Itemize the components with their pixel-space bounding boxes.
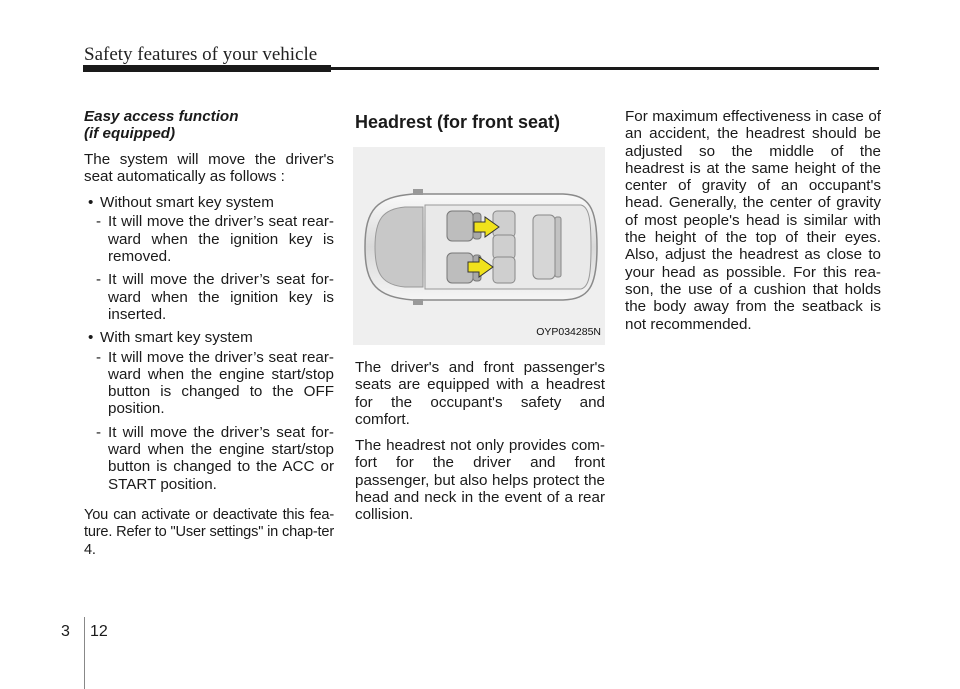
headrest-paragraph: The driver's and front passenger's seats are equipped with a headrest for the occupant's safety and comfort. (355, 359, 605, 428)
dash-item: - It will move the driver’s seat rear-ward when the engine start/stop button is changed to the OFF position. (84, 349, 334, 418)
section-subtitle (84, 108, 334, 143)
dash-item: - It will move the driver’s seat for-ward when the engine start/stop button is changed to the ACC or START position. (84, 424, 334, 493)
car-body (365, 189, 597, 305)
rear-seats (533, 215, 561, 279)
vehicle-top-view-illustration (353, 147, 605, 345)
column-middle (355, 108, 605, 533)
column-left (84, 108, 334, 568)
subtitle-condition: (if equipped) (84, 125, 176, 143)
bullet-item: • With smart key system (84, 329, 334, 346)
headrest-paragraph: The headrest not only provides com-fort for the driver and front passenger, but also helps protect the head and neck in the event of a rear collision. (355, 437, 605, 524)
header-rule-accent (83, 65, 331, 72)
dash-item: - It will move the driver’s seat rear-ward when the ignition key is removed. (84, 213, 334, 265)
intro-paragraph: The system will move the driver's seat automatically as follows : (84, 150, 334, 185)
note-paragraph: You can activate or deactivate this fea-ture. Refer to "User settings" in chap-ter 4. (84, 506, 334, 558)
figure-code: OYP034285N (536, 325, 601, 338)
page-number: 12 (90, 623, 108, 640)
middle-seats (493, 211, 515, 283)
section-heading: Headrest (for front seat) (355, 112, 561, 132)
vehicle-seat-figure (353, 147, 605, 345)
footer-rule (84, 617, 85, 689)
bullet-item: • Without smart key system (84, 194, 334, 211)
column-right (625, 108, 881, 342)
dash-item: - It will move the driver’s seat for-ward when the ignition key is inserted. (84, 271, 334, 323)
subtitle-line: Easy access function (84, 108, 239, 125)
chapter-number: 3 (61, 623, 70, 640)
headrest-adjustment-paragraph: For maximum effectiveness in case of an accident, the headrest should be adjusted so the middle of the headrest is at the same height of the center of gravity of an occupant's head. Generally, the center of gravity of most people's head is similar with the height of the top of their eyes. Also, adjust the headrest as close to your head as possible. For this rea-son, the use of a cushion that holds the body away from the seatback is not recommended. (625, 108, 881, 333)
page-header-title: Safety features of your vehicle (84, 44, 318, 65)
